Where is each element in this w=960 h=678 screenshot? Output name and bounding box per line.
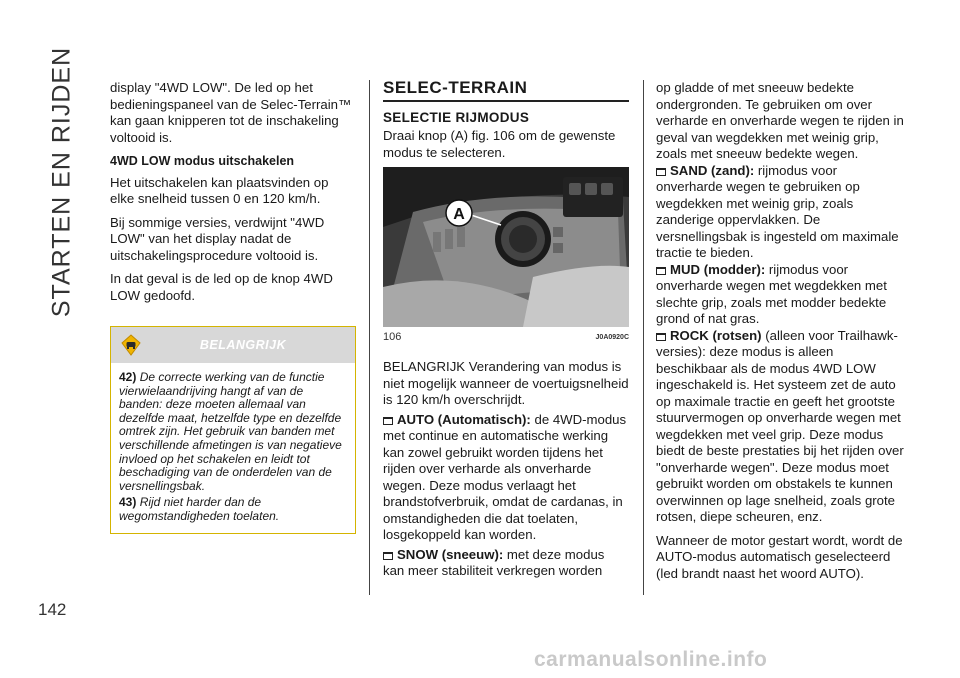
- page-number: 142: [38, 600, 67, 619]
- mode-bullet-icon: [656, 168, 666, 176]
- paragraph: In dat geval is de led op de knop 4WD LOW gedoofd.: [110, 271, 333, 303]
- dashboard-illustration: [383, 167, 629, 327]
- warning-item-text: De correcte werking van de functie vierwielaandrijving hangt af van de banden: deze moeten allemaal van dezelfde maat, hetzelfde type en dezelfde omtrek zijn. Het gebruik van banden met verschillende afmetingen is van negatieve invloed op het schakelen en leidt tot beschadiging van de onderdelen van de versnellingsbak.: [119, 370, 342, 493]
- subheading-4wd-low-off: 4WD LOW modus uitschakelen: [110, 154, 295, 168]
- mode-bullet-icon: [656, 333, 666, 341]
- mode-text: rijmodus voor onverharde wegen met wegdekken met slechte grip, zoals met modder bedekte grond of nat gras.: [656, 261, 887, 326]
- paragraph: Het uitschakelen kan plaatsvinden op elke snelheid tussen 0 en 120 km/h.: [110, 174, 329, 206]
- column-1: [110, 80, 356, 534]
- mode-label: MUD (modder):: [670, 261, 766, 277]
- mode-text: de 4WD-modus met continue en automatische werking kan zowel gebruikt worden tijdens het rijden over verharde als onverharde wegen. Deze modus verlaagt het brandstofverbruik, omdat de cardanas, in omstandigheden die dat toelaten, losgekoppeld kan worden.: [383, 411, 627, 542]
- warning-header: [111, 327, 355, 363]
- column-divider: [369, 80, 370, 595]
- paragraph: BELANGRIJK Verandering van modus is niet mogelijk wanneer de voertuigsnelheid is 120 km/h overschrijdt.: [383, 359, 629, 407]
- section-heading: SELEC-TERRAIN: [383, 80, 629, 102]
- mode-sand: [656, 163, 904, 262]
- section-title: STARTEN EN RIJDEN: [47, 46, 76, 318]
- mode-label: ROCK (rotsen): [670, 327, 762, 343]
- mode-text: (alleen voor Trailhawk-versies): deze modus is alleen beschikbaar als de modus 4WD LOW ingeschakeld is. Het systeem zet de auto op maximale tractie en geeft het grootste stuurvermogen op onverharde wegen met wegdekken met veel grip. Deze modus biedt de beste prestaties bij het rijden over "onverharde wegen". Deze modus moet gebruikt worden om obstakels te kunnen overwinnen op lage snelheid, zoals grote rotsen, diepe scheuren, enz.: [656, 327, 904, 524]
- paragraph: Bij sommige versies, verdwijnt "4WD LOW" van het display nadat de uitschakelingsprocedure voltooid is.: [110, 214, 325, 263]
- warning-item-number: 43): [119, 495, 137, 510]
- paragraph: op gladde of met sneeuw bedekte ondergronden. Te gebruiken om over verharde en onverharde wegen te rijden in geval van wegdekken met weinig grip, zoals met sneeuw bedekte wegen.: [656, 80, 904, 161]
- figure-caption: [383, 329, 629, 345]
- warning-item-text: Rijd niet harder dan de wegomstandigheden toelaten.: [119, 495, 280, 523]
- mode-label: AUTO (Automatisch):: [397, 411, 531, 427]
- mode-text: met deze modus kan meer stabiliteit verkregen worden: [383, 546, 605, 578]
- paragraph: Wanneer de motor gestart wordt, wordt de AUTO-modus automatisch geselecteerd (led brandt naast het woord AUTO).: [656, 532, 903, 581]
- mode-auto: [383, 412, 629, 544]
- warning-item: [119, 496, 347, 523]
- column-divider: [643, 80, 644, 595]
- mode-label: SNOW (sneeuw):: [397, 546, 504, 562]
- warning-item-number: 42): [119, 370, 137, 384]
- warning-title: BELANGRIJK: [199, 338, 287, 352]
- paragraph: Draai knop (A) fig. 106 om de gewenste modus te selecteren.: [383, 128, 616, 160]
- sub-heading: SELECTIE RIJMODUS: [383, 109, 530, 125]
- warning-box: [110, 326, 356, 534]
- selec-terrain-knob-figure: [383, 167, 629, 327]
- mode-rock: [656, 328, 904, 526]
- warning-body: [111, 363, 355, 533]
- callout-label-a: A: [453, 206, 465, 223]
- figure-number: 106: [383, 331, 402, 343]
- mode-bullet-icon: [656, 267, 666, 275]
- mode-snow: [383, 547, 629, 580]
- mode-text: rijmodus voor onverharde wegen te gebruiken op wegdekken met weinig grip, zoals zanderige oppervlakken. De versnellingsbak is ingesteld om maximale tractie te bieden.: [656, 162, 899, 260]
- figure-code: J0A0920C: [595, 334, 629, 341]
- column-3: [656, 80, 904, 589]
- mode-bullet-icon: [383, 552, 393, 560]
- column-2: [383, 80, 629, 587]
- mode-mud: [656, 262, 904, 328]
- warning-item: [119, 371, 347, 493]
- mode-bullet-icon: [383, 417, 393, 425]
- paragraph: display "4WD LOW". De led op het bedieningspaneel van de Selec-Terrain™ kan gaan knipperen tot de inschakeling voltooid is.: [110, 80, 352, 145]
- mode-label: SAND (zand):: [670, 162, 755, 178]
- watermark-text: carmanualsonline.info: [534, 648, 768, 671]
